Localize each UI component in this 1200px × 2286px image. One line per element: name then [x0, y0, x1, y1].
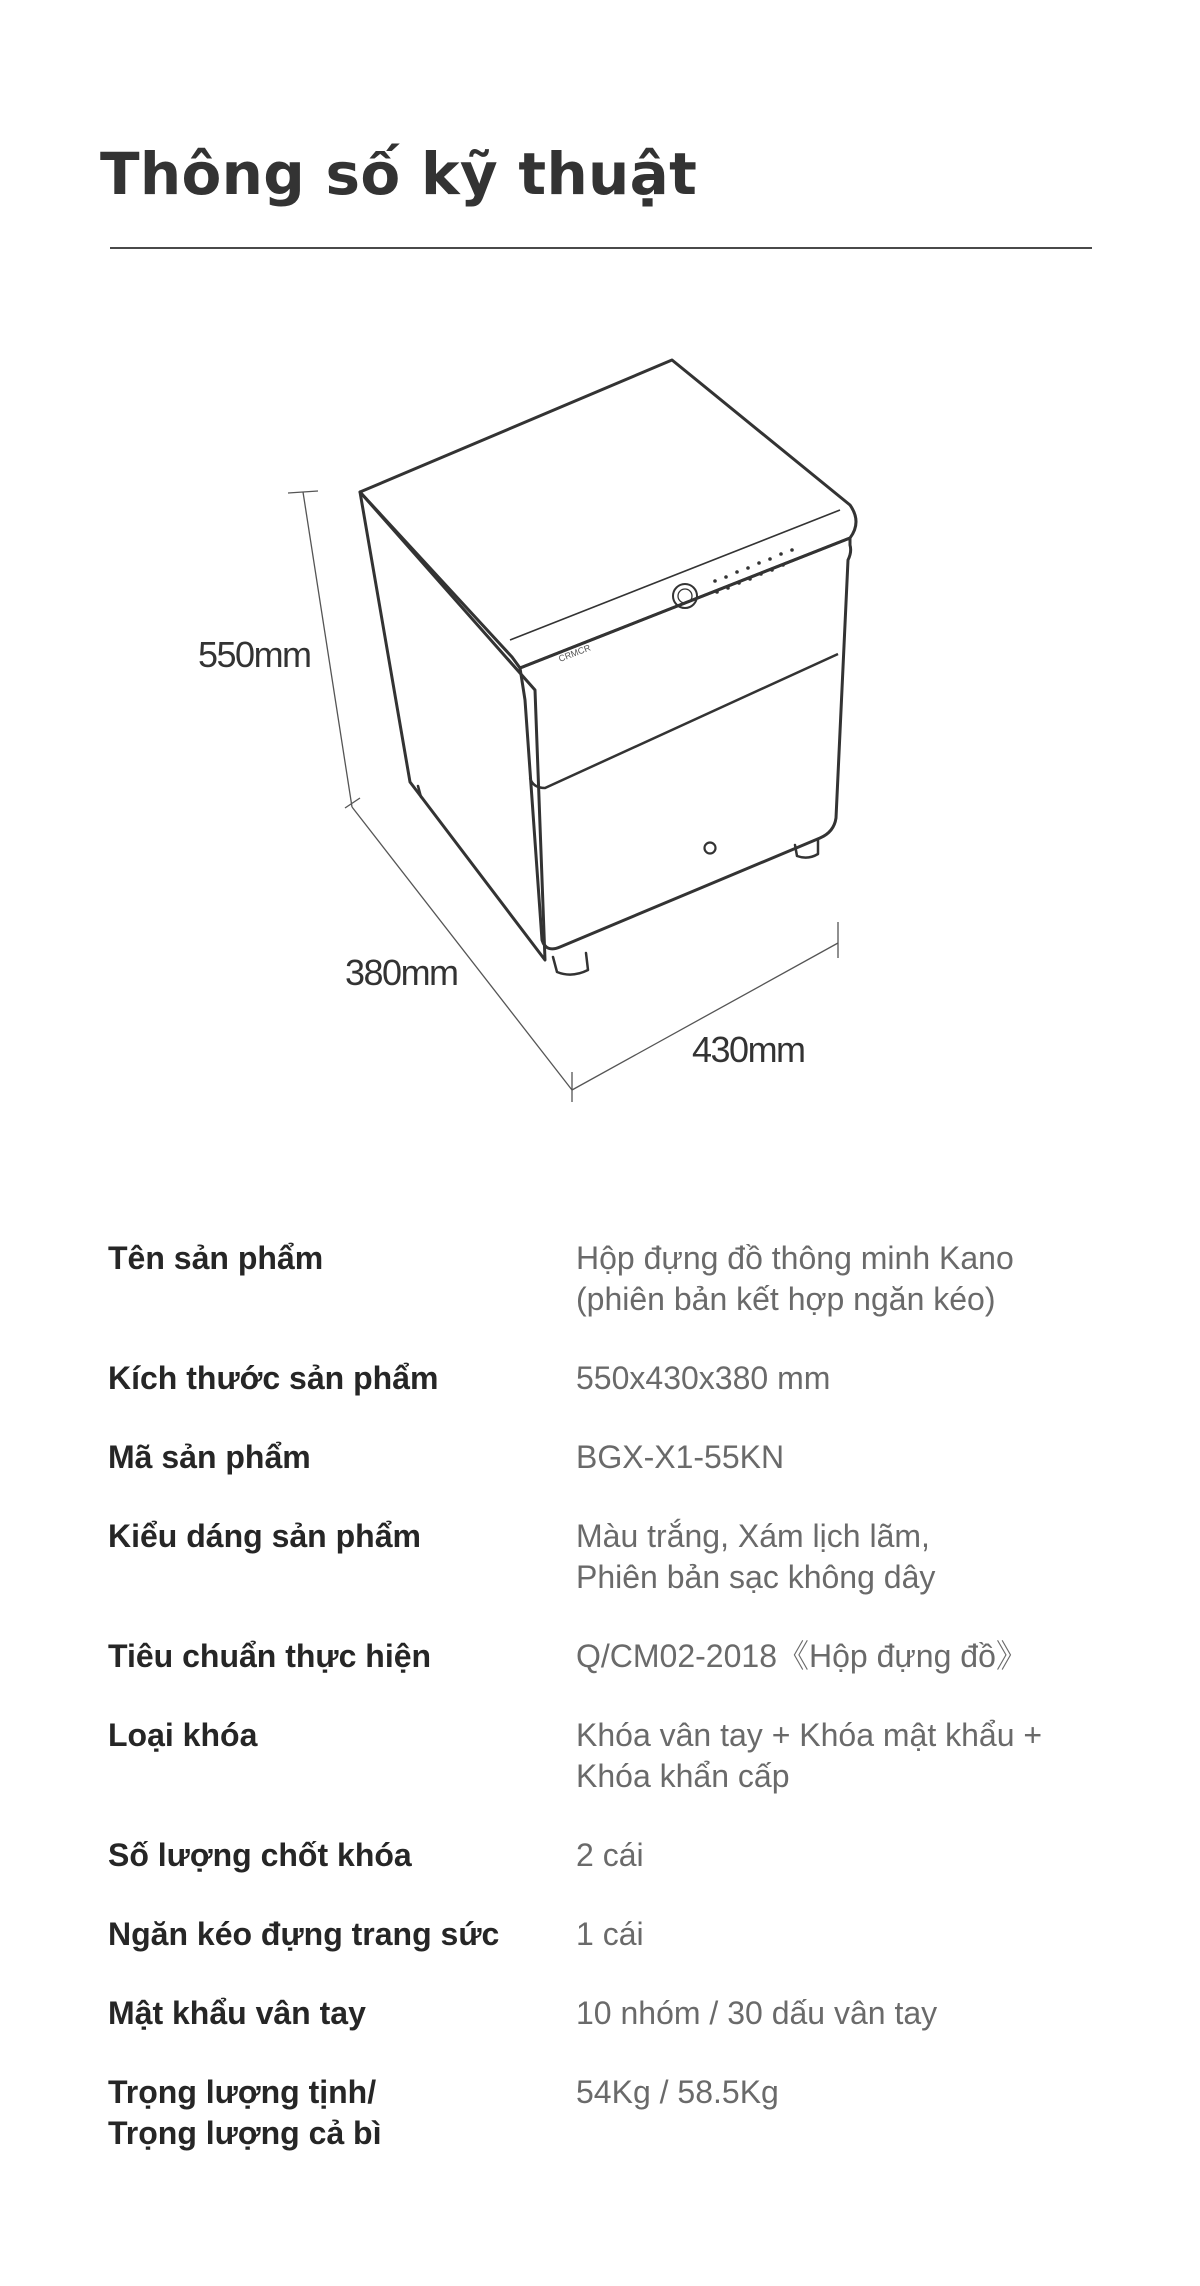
- width-dimension-label: 430mm: [692, 1029, 805, 1070]
- cabinet-front-face: [520, 538, 851, 949]
- product-dimension-diagram: [0, 340, 1200, 1120]
- cabinet-top-face: [360, 360, 856, 668]
- depth-dimension-label: 380mm: [345, 952, 458, 993]
- spec-row: [108, 1835, 1108, 1876]
- spec-row: [108, 1238, 1108, 1320]
- spec-row: [108, 1437, 1108, 1478]
- spec-table: [108, 1238, 1108, 2192]
- height-dimension-label: 550mm: [198, 634, 311, 675]
- keyhole-icon: [705, 843, 716, 854]
- spec-value: BGX-X1-55KN: [576, 1439, 785, 1475]
- spec-row: [108, 1993, 1108, 2034]
- spec-label: Số lượng chốt khóa: [108, 1837, 412, 1873]
- control-panel-strip: [510, 510, 840, 640]
- spec-row: [108, 1358, 1108, 1399]
- title-divider: [110, 247, 1092, 249]
- spec-value: 54Kg / 58.5Kg: [576, 2074, 779, 2110]
- spec-label: Trọng lượng tịnh/ Trọng lượng cả bì: [108, 2074, 382, 2151]
- spec-row: [108, 1715, 1108, 1797]
- spec-label: Mã sản phẩm: [108, 1439, 311, 1475]
- spec-value: Màu trắng, Xám lịch lãm, Phiên bản sạc không dây: [576, 1518, 936, 1595]
- spec-value: 1 cái: [576, 1916, 644, 1952]
- spec-value: 550x430x380 mm: [576, 1360, 831, 1396]
- spec-value: Q/CM02-2018《Hộp đựng đồ》: [576, 1638, 1028, 1674]
- spec-label: Ngăn kéo đựng trang sức: [108, 1916, 500, 1952]
- drawer-divider-line: [530, 654, 838, 788]
- spec-label: Mật khẩu vân tay: [108, 1995, 366, 2031]
- spec-value: Hộp đựng đồ thông minh Kano (phiên bản kết hợp ngăn kéo): [576, 1240, 1014, 1317]
- spec-label: Tiêu chuẩn thực hiện: [108, 1638, 432, 1674]
- cabinet-foot-front: [553, 953, 588, 975]
- brand-logo-text: CRMCR: [557, 642, 592, 664]
- spec-row: [108, 1914, 1108, 1955]
- spec-row: [108, 2072, 1108, 2154]
- spec-label: Kích thước sản phẩm: [108, 1360, 439, 1396]
- spec-value: Khóa vân tay + Khóa mật khẩu + Khóa khẩn cấp: [576, 1717, 1043, 1794]
- fingerprint-sensor-inner: [678, 589, 692, 603]
- cabinet-left-face: [360, 492, 545, 960]
- spec-label: Loại khóa: [108, 1717, 258, 1753]
- spec-label: Kiểu dáng sản phẩm: [108, 1518, 421, 1554]
- spec-value: 10 nhóm / 30 dấu vân tay: [576, 1995, 938, 2031]
- spec-value: 2 cái: [576, 1837, 644, 1873]
- page-title: Thông số kỹ thuật: [100, 140, 698, 208]
- spec-label: Tên sản phẩm: [108, 1240, 324, 1276]
- spec-row: [108, 1516, 1108, 1598]
- spec-row: [108, 1636, 1108, 1677]
